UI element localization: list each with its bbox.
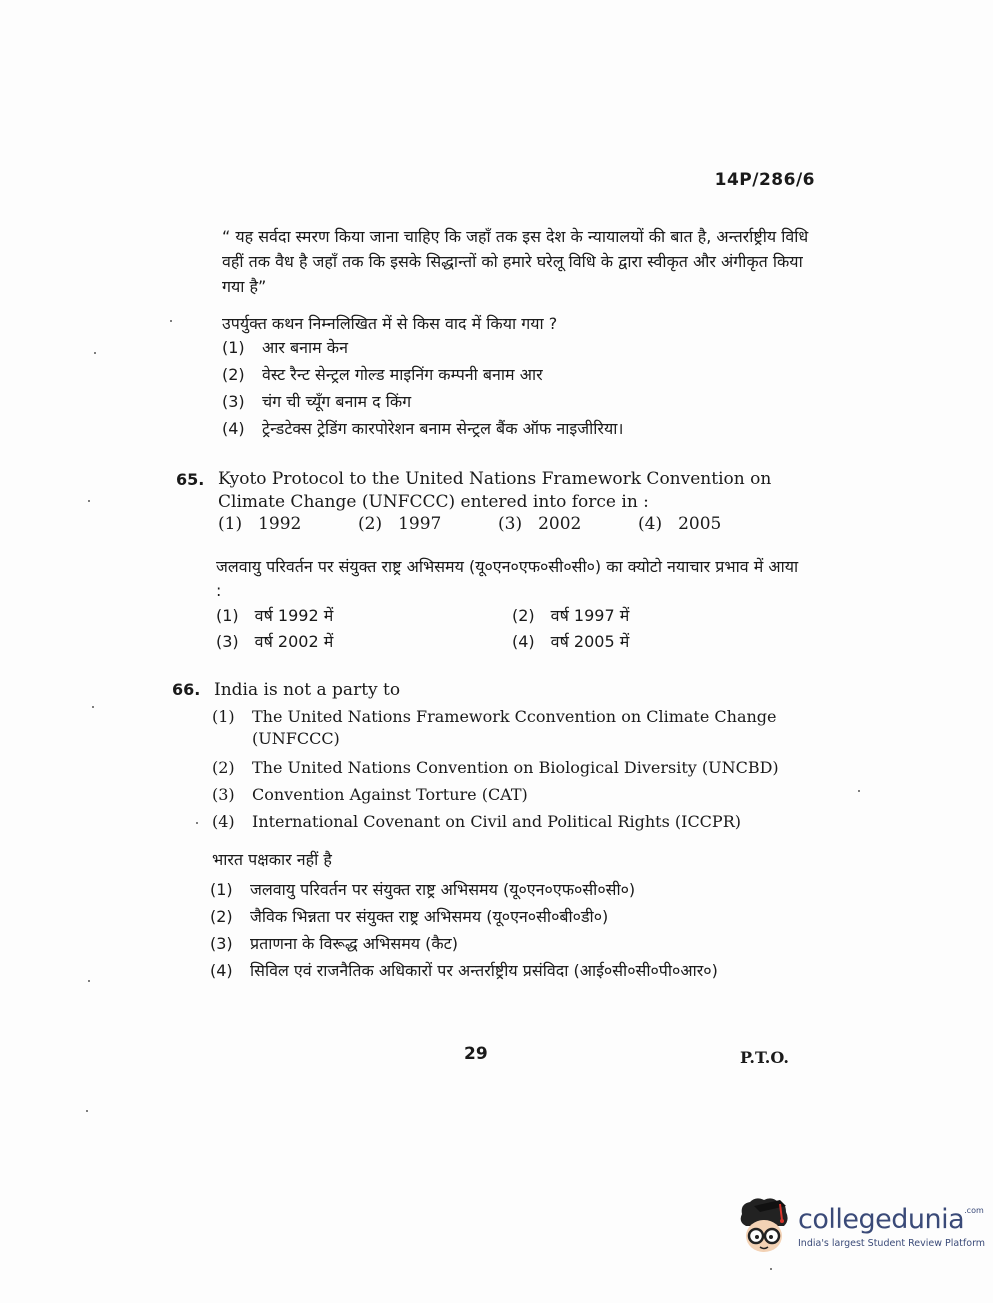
q65-option bbox=[498, 514, 638, 534]
option-text: 1992 bbox=[258, 514, 302, 534]
q66-option-hindi bbox=[210, 876, 802, 903]
q66-question-hindi: भारत पक्षकार नहीं है bbox=[212, 850, 332, 869]
q65-option bbox=[358, 514, 498, 534]
q65-option-hindi bbox=[512, 630, 672, 652]
option-text: Convention Against Torture (CAT) bbox=[252, 785, 528, 804]
option-text: The United Nations Framework Cconvention on Climate Change (UNFCCC) bbox=[252, 707, 777, 748]
q65-question: Kyoto Protocol to the United Nations Framework Convention on Climate Change (UNFCCC) entered into force in : bbox=[218, 469, 772, 512]
option-text: The United Nations Convention on Biological Diversity (UNCBD) bbox=[252, 758, 779, 777]
page-number: 29 bbox=[464, 1044, 488, 1064]
option-text: जैविक भिन्नता पर संयुक्त राष्ट्र अभिसमय (यू०एन०सी०बी०डी०) bbox=[250, 907, 609, 926]
q64-question: उपर्युक्त कथन निम्नलिखित में से किस वाद में किया गया ? bbox=[222, 314, 558, 333]
q64-option bbox=[222, 415, 802, 442]
option-text: प्रताणना के विरूद्ध अभिसमय (कैट) bbox=[250, 934, 458, 953]
option-text: चंग ची च्यूँग बनाम द किंग bbox=[262, 392, 412, 411]
q66-options-hindi bbox=[210, 876, 802, 982]
option-text: सिविल एवं राजनैतिक अधिकारों पर अन्तर्राष्ट्रीय प्रसंविदा (आई०सी०सी०पी०आर०) bbox=[250, 961, 718, 980]
option-number: (2) bbox=[512, 606, 535, 625]
option-number: (2) bbox=[210, 907, 233, 926]
option-number: (3) bbox=[216, 632, 239, 651]
option-number: (2) bbox=[222, 365, 245, 384]
q66-options bbox=[212, 706, 807, 835]
q64-option bbox=[222, 334, 802, 361]
scan-speck bbox=[86, 1110, 88, 1112]
q65-options bbox=[218, 514, 778, 534]
q65-question-hindi: जलवायु परिवर्तन पर संयुक्त राष्ट्र अभिसमय (यू०एन०एफ०सी०सी०) का क्योटो नयाचार प्रभाव में आया : bbox=[216, 557, 799, 600]
option-number: (1) bbox=[218, 514, 243, 534]
scan-speck bbox=[170, 320, 172, 322]
q65-number: 65. bbox=[176, 470, 205, 489]
q66-option-hindi bbox=[210, 957, 802, 982]
option-number: (1) bbox=[212, 707, 235, 726]
q65-option-hindi bbox=[512, 604, 672, 626]
option-number: (3) bbox=[212, 785, 235, 804]
brand-tagline: India's largest Student Review Platform bbox=[798, 1237, 986, 1249]
q66-question: India is not a party to bbox=[214, 680, 401, 700]
paper-code: 14P/286/6 bbox=[714, 170, 815, 190]
scan-speck bbox=[94, 352, 96, 354]
mascot-icon bbox=[736, 1196, 792, 1258]
scan-speck bbox=[196, 822, 198, 824]
option-number: (1) bbox=[216, 606, 239, 625]
option-text: वर्ष 1997 में bbox=[550, 606, 630, 625]
pto-label: P.T.O. bbox=[740, 1048, 789, 1067]
q66-option bbox=[212, 754, 807, 781]
q66-option-hindi bbox=[210, 903, 802, 930]
option-text: 1997 bbox=[398, 514, 442, 534]
q66-option bbox=[212, 781, 807, 808]
scan-speck bbox=[770, 1268, 772, 1270]
q66-option bbox=[212, 706, 807, 750]
option-text: 2005 bbox=[678, 514, 722, 534]
option-number: (4) bbox=[512, 632, 535, 651]
q66-option-hindi bbox=[210, 930, 802, 957]
option-text: वर्ष 2002 में bbox=[254, 632, 334, 651]
collegedunia-watermark bbox=[736, 1196, 985, 1258]
option-number: (2) bbox=[358, 514, 383, 534]
q64-quote: “ यह सर्वदा स्मरण किया जाना चाहिए कि जहाँ तक इस देश के न्यायालयों की बात है, अन्तर्राष्ट्रीय विधि वहीं तक वैध है जहाँ तक कि इसके सिद्धान्तों को हमारे घरेलू विधि के द्वारा स्वीकृत और अंगीकृत किया गया है” bbox=[222, 227, 809, 296]
q65-options-hindi bbox=[216, 604, 666, 652]
option-number: (3) bbox=[498, 514, 523, 534]
q64-options bbox=[222, 334, 802, 442]
option-text: आर बनाम केन bbox=[262, 338, 348, 357]
option-text: ट्रेन्डटेक्स ट्रेडिंग कारपोरेशन बनाम सेन्ट्रल बैंक ऑफ नाइजीरिया। bbox=[262, 419, 624, 438]
logo-text bbox=[798, 1203, 986, 1249]
option-number: (4) bbox=[638, 514, 663, 534]
scan-speck bbox=[88, 500, 90, 502]
q64-option bbox=[222, 388, 802, 415]
q65-option bbox=[218, 514, 358, 534]
option-number: (4) bbox=[212, 812, 235, 831]
option-number: (2) bbox=[212, 758, 235, 777]
option-text: वेस्ट रैन्ट सेन्ट्रल गोल्ड माइनिंग कम्पनी बनाम आर bbox=[262, 365, 543, 384]
option-text: International Covenant on Civil and Political Rights (ICCPR) bbox=[252, 812, 741, 831]
option-text: वर्ष 2005 में bbox=[550, 632, 630, 651]
option-number: (3) bbox=[222, 392, 245, 411]
option-text: जलवायु परिवर्तन पर संयुक्त राष्ट्र अभिसमय (यू०एन०एफ०सी०सी०) bbox=[250, 880, 636, 899]
option-number: (1) bbox=[210, 880, 233, 899]
option-number: (4) bbox=[210, 961, 233, 980]
q66-option bbox=[212, 808, 807, 835]
brand-name: collegedunia bbox=[798, 1203, 965, 1235]
option-number: (1) bbox=[222, 338, 245, 357]
q65-option bbox=[638, 514, 778, 534]
q65-option-hindi bbox=[216, 604, 512, 626]
scan-speck bbox=[92, 706, 94, 708]
option-number: (4) bbox=[222, 419, 245, 438]
q64-option bbox=[222, 361, 802, 388]
q66-number: 66. bbox=[172, 680, 201, 699]
scan-speck bbox=[858, 790, 860, 792]
brand-dot: .com bbox=[964, 1205, 984, 1215]
option-text: वर्ष 1992 में bbox=[254, 606, 334, 625]
option-text: 2002 bbox=[538, 514, 582, 534]
q65-option-hindi bbox=[216, 630, 512, 652]
option-number: (3) bbox=[210, 934, 233, 953]
scan-speck bbox=[88, 980, 90, 982]
